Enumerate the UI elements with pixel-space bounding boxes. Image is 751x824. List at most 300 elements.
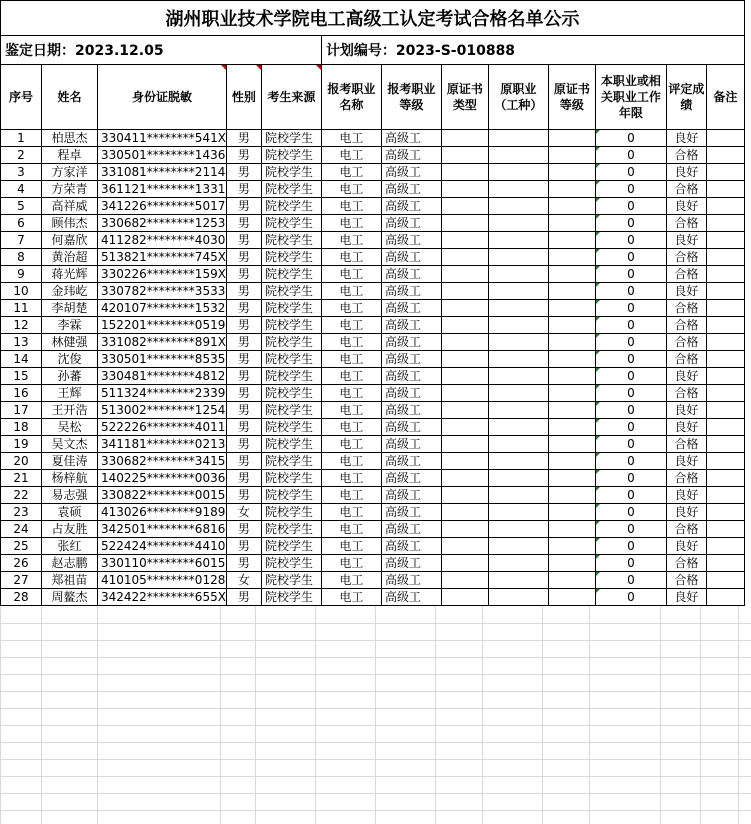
cell-result: 良好 (666, 198, 706, 215)
cell-occupation: 电工 (321, 368, 381, 385)
cell-orig-occupation (488, 402, 548, 419)
cell-result: 良好 (666, 504, 706, 521)
cell-id: 330481********4812 (98, 368, 227, 385)
cell-id: 330822********0015 (98, 487, 227, 504)
table-row (1, 283, 745, 300)
cell-gender: 男 (226, 436, 261, 453)
cell-years: 0 (595, 300, 666, 317)
cell-seq: 21 (1, 470, 42, 487)
header-orig-level: 原证书等级 (548, 65, 595, 130)
cell-level: 高级工 (381, 436, 441, 453)
cell-gender: 男 (226, 538, 261, 555)
cell-result: 良好 (666, 164, 706, 181)
cell-id: 341181********0213 (98, 436, 227, 453)
cell-seq: 3 (1, 164, 42, 181)
cell-seq: 4 (1, 181, 42, 198)
table-row (1, 130, 745, 147)
cell-seq: 16 (1, 385, 42, 402)
cell-cert-type (441, 300, 488, 317)
cell-years: 0 (595, 317, 666, 334)
cell-level: 高级工 (381, 402, 441, 419)
cell-source: 院校学生 (261, 232, 321, 249)
cell-occupation: 电工 (321, 164, 381, 181)
cell-remark (706, 504, 744, 521)
cell-name: 方家洋 (42, 164, 98, 181)
cell-result: 合格 (666, 181, 706, 198)
header-gender: 性别 (226, 65, 261, 130)
cell-id: 420107********1532 (98, 300, 227, 317)
cell-id: 413026********9189 (98, 504, 227, 521)
cell-years: 0 (595, 385, 666, 402)
table-row (1, 266, 745, 283)
cell-gender: 男 (226, 181, 261, 198)
cell-seq: 28 (1, 589, 42, 606)
cell-orig-level (548, 538, 595, 555)
cell-result: 合格 (666, 147, 706, 164)
cell-orig-level (548, 351, 595, 368)
table-row (1, 453, 745, 470)
cell-source: 院校学生 (261, 317, 321, 334)
cell-id: 331081********2114 (98, 164, 227, 181)
cell-result: 合格 (666, 266, 706, 283)
cell-cert-type (441, 555, 488, 572)
cell-remark (706, 572, 744, 589)
cell-result: 良好 (666, 487, 706, 504)
cell-seq: 17 (1, 402, 42, 419)
cell-years: 0 (595, 470, 666, 487)
cell-name: 张红 (42, 538, 98, 555)
cell-source: 院校学生 (261, 368, 321, 385)
header-source: 考生来源 (261, 65, 321, 130)
cell-occupation: 电工 (321, 521, 381, 538)
cell-result: 合格 (666, 470, 706, 487)
cell-result: 合格 (666, 385, 706, 402)
cell-name: 周鳌杰 (42, 589, 98, 606)
cell-orig-level (548, 317, 595, 334)
cell-result: 良好 (666, 589, 706, 606)
cell-gender: 男 (226, 521, 261, 538)
table-row (1, 589, 745, 606)
cell-name: 何嘉欣 (42, 232, 98, 249)
table-row (1, 487, 745, 504)
cell-level: 高级工 (381, 130, 441, 147)
cell-result: 合格 (666, 215, 706, 232)
cell-years: 0 (595, 181, 666, 198)
table-row (1, 334, 745, 351)
cell-cert-type (441, 249, 488, 266)
cell-remark (706, 453, 744, 470)
cell-seq: 15 (1, 368, 42, 385)
cell-source: 院校学生 (261, 198, 321, 215)
cell-result: 良好 (666, 368, 706, 385)
page-title: 湖州职业技术学院电工高级工认定考试合格名单公示 (1, 1, 745, 36)
cell-orig-level (548, 419, 595, 436)
cell-occupation: 电工 (321, 300, 381, 317)
cell-source: 院校学生 (261, 572, 321, 589)
cell-cert-type (441, 215, 488, 232)
cell-years: 0 (595, 215, 666, 232)
cell-years: 0 (595, 555, 666, 572)
header-occupation: 报考职业名称 (321, 65, 381, 130)
cell-orig-level (548, 249, 595, 266)
cell-cert-type (441, 436, 488, 453)
cell-gender: 男 (226, 283, 261, 300)
cell-seq: 25 (1, 538, 42, 555)
cell-cert-type (441, 538, 488, 555)
cell-years: 0 (595, 130, 666, 147)
cell-result: 合格 (666, 334, 706, 351)
cell-level: 高级工 (381, 555, 441, 572)
table-row (1, 402, 745, 419)
cell-orig-level (548, 572, 595, 589)
cell-name: 黄治超 (42, 249, 98, 266)
table-row (1, 181, 745, 198)
cell-orig-level (548, 283, 595, 300)
cell-name: 沈俊 (42, 351, 98, 368)
cell-name: 吴文杰 (42, 436, 98, 453)
cell-id: 513821********745X (98, 249, 227, 266)
cell-id: 330110********6015 (98, 555, 227, 572)
cell-source: 院校学生 (261, 164, 321, 181)
cell-occupation: 电工 (321, 555, 381, 572)
cell-id: 330411********541X (98, 130, 227, 147)
cell-remark (706, 232, 744, 249)
cell-orig-occupation (488, 164, 548, 181)
cell-remark (706, 181, 744, 198)
cell-years: 0 (595, 266, 666, 283)
cell-remark (706, 487, 744, 504)
cell-name: 夏佳涛 (42, 453, 98, 470)
cell-result: 合格 (666, 521, 706, 538)
table-row (1, 368, 745, 385)
cell-years: 0 (595, 589, 666, 606)
cell-cert-type (441, 266, 488, 283)
cell-seq: 9 (1, 266, 42, 283)
cell-result: 合格 (666, 555, 706, 572)
cell-gender: 男 (226, 419, 261, 436)
cell-level: 高级工 (381, 470, 441, 487)
cell-orig-level (548, 504, 595, 521)
cell-level: 高级工 (381, 334, 441, 351)
cell-result: 良好 (666, 419, 706, 436)
cell-gender: 女 (226, 504, 261, 521)
cell-level: 高级工 (381, 504, 441, 521)
cell-gender: 男 (226, 164, 261, 181)
cell-source: 院校学生 (261, 504, 321, 521)
cell-years: 0 (595, 164, 666, 181)
cell-gender: 男 (226, 470, 261, 487)
cell-gender: 男 (226, 232, 261, 249)
cell-orig-occupation (488, 572, 548, 589)
cell-remark (706, 555, 744, 572)
cell-orig-occupation (488, 368, 548, 385)
cell-result: 合格 (666, 351, 706, 368)
cell-gender: 男 (226, 147, 261, 164)
cell-source: 院校学生 (261, 453, 321, 470)
cell-cert-type (441, 283, 488, 300)
table-row (1, 249, 745, 266)
cell-orig-occupation (488, 147, 548, 164)
cell-name: 顾伟杰 (42, 215, 98, 232)
cell-gender: 男 (226, 215, 261, 232)
cell-cert-type (441, 572, 488, 589)
cell-years: 0 (595, 538, 666, 555)
cell-gender: 男 (226, 317, 261, 334)
cell-orig-level (548, 181, 595, 198)
cell-cert-type (441, 402, 488, 419)
cell-source: 院校学生 (261, 589, 321, 606)
table-row (1, 504, 745, 521)
table-row (1, 470, 745, 487)
table-row (1, 385, 745, 402)
cell-seq: 23 (1, 504, 42, 521)
cell-remark (706, 419, 744, 436)
cell-source: 院校学生 (261, 402, 321, 419)
cell-years: 0 (595, 147, 666, 164)
cell-result: 良好 (666, 538, 706, 555)
cell-cert-type (441, 130, 488, 147)
cell-name: 柏思杰 (42, 130, 98, 147)
cell-orig-level (548, 555, 595, 572)
cell-name: 方荣青 (42, 181, 98, 198)
cell-id: 513002********1254 (98, 402, 227, 419)
cell-orig-occupation (488, 385, 548, 402)
cell-seq: 6 (1, 215, 42, 232)
cell-orig-level (548, 402, 595, 419)
cell-occupation: 电工 (321, 249, 381, 266)
cell-seq: 18 (1, 419, 42, 436)
cell-level: 高级工 (381, 266, 441, 283)
header-name: 姓名 (42, 65, 98, 130)
cell-orig-occupation (488, 181, 548, 198)
cell-level: 高级工 (381, 351, 441, 368)
plan-number: 计划编号：2023-S-010888 (321, 36, 744, 65)
cell-orig-occupation (488, 589, 548, 606)
cell-orig-occupation (488, 130, 548, 147)
cell-remark (706, 334, 744, 351)
cell-name: 赵志鹏 (42, 555, 98, 572)
cell-name: 孙蕃 (42, 368, 98, 385)
cell-gender: 男 (226, 351, 261, 368)
cell-years: 0 (595, 249, 666, 266)
cell-seq: 10 (1, 283, 42, 300)
header-years: 本职业或相关职业工作年限 (595, 65, 666, 130)
cell-level: 高级工 (381, 232, 441, 249)
cell-remark (706, 300, 744, 317)
cell-occupation: 电工 (321, 572, 381, 589)
cell-occupation: 电工 (321, 232, 381, 249)
cell-cert-type (441, 419, 488, 436)
cell-occupation: 电工 (321, 130, 381, 147)
cell-gender: 男 (226, 589, 261, 606)
cell-cert-type (441, 453, 488, 470)
cell-cert-type (441, 368, 488, 385)
cell-seq: 5 (1, 198, 42, 215)
cell-occupation: 电工 (321, 351, 381, 368)
cell-remark (706, 351, 744, 368)
cell-orig-level (548, 453, 595, 470)
cell-source: 院校学生 (261, 521, 321, 538)
cell-remark (706, 266, 744, 283)
cell-seq: 7 (1, 232, 42, 249)
cell-years: 0 (595, 436, 666, 453)
cell-id: 140225********0036 (98, 470, 227, 487)
cell-name: 杨梓航 (42, 470, 98, 487)
cell-orig-occupation (488, 487, 548, 504)
cell-orig-occupation (488, 351, 548, 368)
cell-id: 342422********655X (98, 589, 227, 606)
cell-source: 院校学生 (261, 181, 321, 198)
cell-occupation: 电工 (321, 283, 381, 300)
table-row (1, 419, 745, 436)
cell-cert-type (441, 317, 488, 334)
cell-cert-type (441, 487, 488, 504)
cell-occupation: 电工 (321, 453, 381, 470)
cell-orig-level (548, 368, 595, 385)
cell-level: 高级工 (381, 215, 441, 232)
cell-orig-level (548, 470, 595, 487)
cell-remark (706, 436, 744, 453)
cell-source: 院校学生 (261, 300, 321, 317)
cell-cert-type (441, 351, 488, 368)
cell-gender: 男 (226, 266, 261, 283)
cell-seq: 19 (1, 436, 42, 453)
cell-years: 0 (595, 198, 666, 215)
cell-result: 合格 (666, 572, 706, 589)
cell-source: 院校学生 (261, 487, 321, 504)
cell-seq: 26 (1, 555, 42, 572)
cell-seq: 2 (1, 147, 42, 164)
cell-cert-type (441, 181, 488, 198)
cell-cert-type (441, 232, 488, 249)
cell-gender: 男 (226, 487, 261, 504)
cell-seq: 24 (1, 521, 42, 538)
cell-occupation: 电工 (321, 436, 381, 453)
cell-result: 合格 (666, 249, 706, 266)
cell-orig-occupation (488, 470, 548, 487)
cell-level: 高级工 (381, 453, 441, 470)
cell-orig-level (548, 589, 595, 606)
cell-orig-occupation (488, 249, 548, 266)
table-row (1, 147, 745, 164)
cell-orig-level (548, 487, 595, 504)
cell-orig-level (548, 300, 595, 317)
cell-cert-type (441, 504, 488, 521)
cell-id: 522226********4011 (98, 419, 227, 436)
cell-remark (706, 589, 744, 606)
cell-result: 合格 (666, 317, 706, 334)
header-id: 身份证脱敏 (98, 65, 227, 130)
cell-years: 0 (595, 572, 666, 589)
cell-orig-occupation (488, 198, 548, 215)
cell-occupation: 电工 (321, 487, 381, 504)
cell-result: 良好 (666, 130, 706, 147)
cell-name: 王辉 (42, 385, 98, 402)
cell-id: 411282********4030 (98, 232, 227, 249)
cell-orig-occupation (488, 521, 548, 538)
cell-source: 院校学生 (261, 147, 321, 164)
cell-level: 高级工 (381, 538, 441, 555)
cell-cert-type (441, 589, 488, 606)
cell-source: 院校学生 (261, 538, 321, 555)
header-level: 报考职业等级 (381, 65, 441, 130)
table-row (1, 317, 745, 334)
table-row (1, 555, 745, 572)
cell-occupation: 电工 (321, 589, 381, 606)
cell-occupation: 电工 (321, 198, 381, 215)
cell-occupation: 电工 (321, 402, 381, 419)
cell-name: 蒋光辉 (42, 266, 98, 283)
cell-seq: 22 (1, 487, 42, 504)
cell-name: 郑祖苗 (42, 572, 98, 589)
cell-cert-type (441, 385, 488, 402)
cell-occupation: 电工 (321, 419, 381, 436)
cell-source: 院校学生 (261, 215, 321, 232)
table-row (1, 300, 745, 317)
cell-orig-occupation (488, 538, 548, 555)
cell-orig-level (548, 266, 595, 283)
cell-name: 易志强 (42, 487, 98, 504)
cell-remark (706, 215, 744, 232)
cell-gender: 男 (226, 368, 261, 385)
cell-remark (706, 130, 744, 147)
cell-seq: 14 (1, 351, 42, 368)
cell-occupation: 电工 (321, 147, 381, 164)
cell-id: 330682********3415 (98, 453, 227, 470)
cell-seq: 12 (1, 317, 42, 334)
cell-result: 良好 (666, 402, 706, 419)
cell-orig-occupation (488, 555, 548, 572)
cell-id: 361121********1331 (98, 181, 227, 198)
cell-orig-occupation (488, 419, 548, 436)
header-orig-occupation: 原职业（工种） (488, 65, 548, 130)
cell-orig-level (548, 198, 595, 215)
cell-gender: 男 (226, 130, 261, 147)
cell-id: 331082********891X (98, 334, 227, 351)
cell-level: 高级工 (381, 589, 441, 606)
cell-occupation: 电工 (321, 538, 381, 555)
cell-id: 330226********159X (98, 266, 227, 283)
cell-orig-occupation (488, 215, 548, 232)
cell-source: 院校学生 (261, 555, 321, 572)
cell-cert-type (441, 521, 488, 538)
cell-remark (706, 317, 744, 334)
cell-level: 高级工 (381, 249, 441, 266)
table-row (1, 538, 745, 555)
cell-occupation: 电工 (321, 504, 381, 521)
cell-level: 高级工 (381, 368, 441, 385)
header-remark: 备注 (706, 65, 744, 130)
cell-gender: 男 (226, 402, 261, 419)
cell-seq: 27 (1, 572, 42, 589)
cell-name: 高祥威 (42, 198, 98, 215)
header-result: 评定成绩 (666, 65, 706, 130)
cell-gender: 男 (226, 198, 261, 215)
cell-result: 合格 (666, 436, 706, 453)
cell-remark (706, 164, 744, 181)
cell-id: 330682********1253 (98, 215, 227, 232)
cell-id: 330501********1436 (98, 147, 227, 164)
cell-cert-type (441, 198, 488, 215)
cell-result: 合格 (666, 300, 706, 317)
cell-id: 330501********8535 (98, 351, 227, 368)
cell-years: 0 (595, 419, 666, 436)
cell-gender: 男 (226, 453, 261, 470)
table-row (1, 436, 745, 453)
cell-name: 金玮屹 (42, 283, 98, 300)
cell-name: 李霖 (42, 317, 98, 334)
cell-id: 342501********6816 (98, 521, 227, 538)
